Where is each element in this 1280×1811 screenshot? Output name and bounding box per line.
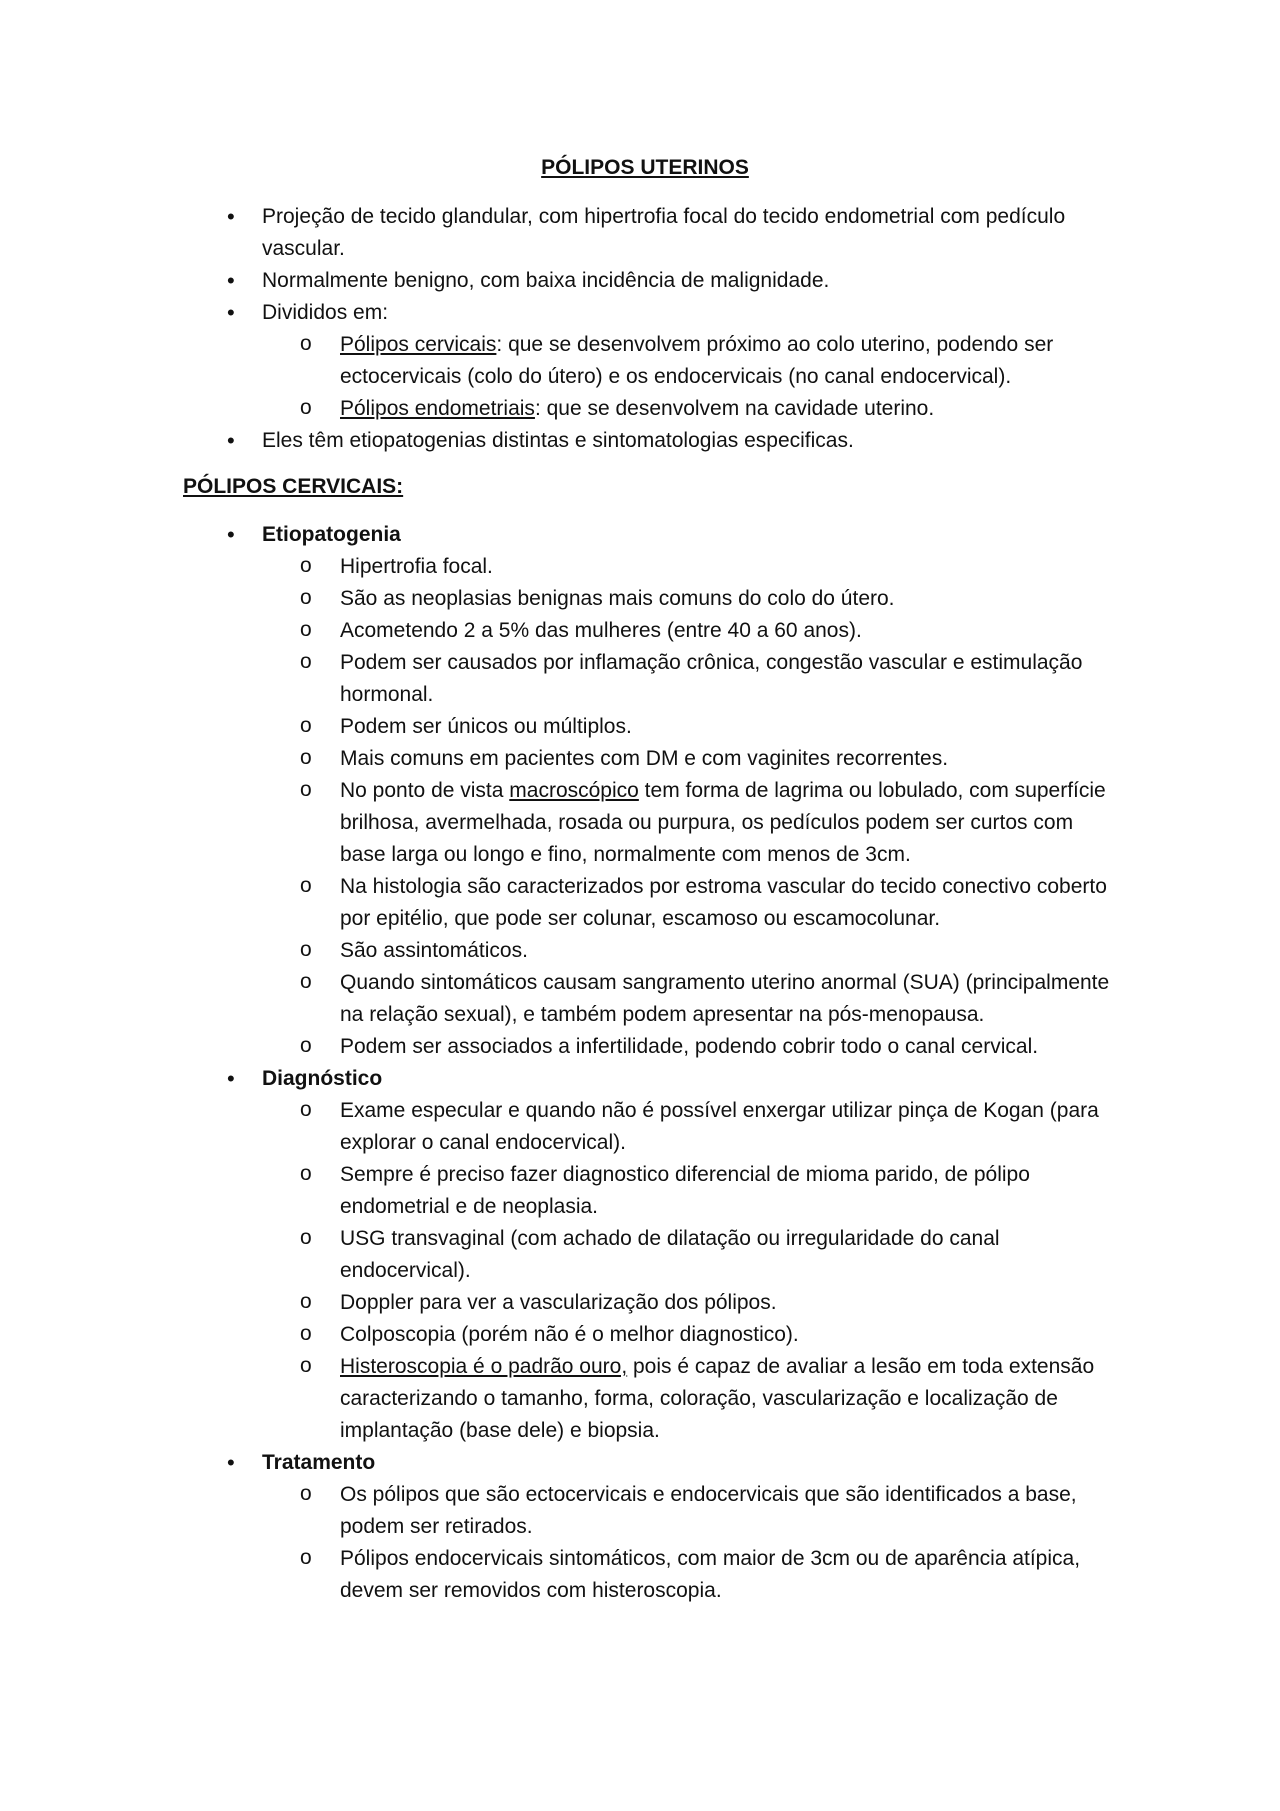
bullet-icon: • (227, 1066, 235, 1091)
term-polipos-cervicais: Pólipos cervicais (340, 333, 497, 356)
sub-bullet-icon: o (300, 938, 312, 961)
label-etiopatogenia: Etiopatogenia (262, 523, 401, 546)
sub-bullet-icon: o (300, 396, 312, 419)
sub-list-item: o Histeroscopia é o padrão ouro, pois é capaz de avaliar a lesão em toda extensão caracterizando o tamanho, forma, coloração, vascularização e localização de implantação (base dele) e biopsia. (0, 1351, 1280, 1447)
list-item: • Normalmente benigno, com baixa incidência de malignidade. (0, 265, 1280, 297)
sub-list-item: o Acometendo 2 a 5% das mulheres (entre 40 a 60 anos). (0, 615, 1280, 647)
sub-list-item: o Os pólipos que são ectocervicais e endocervicais que são identificados a base, podem ser retirados. (0, 1479, 1280, 1543)
sub-bullet-icon: o (300, 778, 312, 801)
bullet-icon: • (227, 268, 235, 293)
sub-bullet-icon: o (300, 874, 312, 897)
list-item: • Eles têm etiopatogenias distintas e sintomatologias especificas. (0, 425, 1280, 457)
sub-list-item: o USG transvaginal (com achado de dilatação ou irregularidade do canal endocervical). (0, 1223, 1280, 1287)
sub-list-item: o Mais comuns em pacientes com DM e com vaginites recorrentes. (0, 743, 1280, 775)
page-title: PÓLIPOS UTERINOS (541, 156, 749, 179)
term-macroscopico: macroscópico (509, 779, 639, 802)
term-histeroscopia: Histeroscopia é o padrão ouro, (340, 1355, 628, 1378)
bullet-icon: • (227, 1450, 235, 1475)
term-polipos-endometriais: Pólipos endometriais (340, 397, 535, 420)
sub-list-item: o Pólipos cervicais: que se desenvolvem próximo ao colo uterino, podendo ser ectocervicais (colo do útero) e os endocervicais (no canal endocervical). (0, 329, 1280, 393)
sub-bullet-icon: o (300, 1290, 312, 1313)
sub-bullet-icon: o (300, 1034, 312, 1057)
sub-list-item: o Pólipos endocervicais sintomáticos, com maior de 3cm ou de aparência atípica, devem ser removidos com histeroscopia. (0, 1543, 1280, 1607)
sub-list-item: o Sempre é preciso fazer diagnostico diferencial de mioma parido, de pólipo endometrial e de neoplasia. (0, 1159, 1280, 1223)
list-item: • Divididos em: (0, 297, 1280, 329)
list-item-etiopatogenia (0, 519, 1280, 551)
sub-bullet-icon: o (300, 650, 312, 673)
sub-list-item: o Podem ser causados por inflamação crônica, congestão vascular e estimulação hormonal. (0, 647, 1280, 711)
sub-list-item: o Colposcopia (porém não é o melhor diagnostico). (0, 1319, 1280, 1351)
sub-bullet-icon: o (300, 586, 312, 609)
label-tratamento: Tratamento (262, 1451, 376, 1474)
sub-bullet-icon: o (300, 970, 312, 993)
sub-list-item: o Quando sintomáticos causam sangramento uterino anormal (SUA) (principalmente na relação sexual), e também podem apresentar na pós-menopausa. (0, 967, 1280, 1031)
sub-bullet-icon: o (300, 1162, 312, 1185)
bullet-icon: • (227, 204, 235, 229)
sub-list-item: o Exame especular e quando não é possível enxergar utilizar pinça de Kogan (para explorar o canal endocervical). (0, 1095, 1280, 1159)
list-item-diagnostico (0, 1063, 1280, 1095)
sub-bullet-icon: o (300, 1226, 312, 1249)
sub-bullet-icon: o (300, 714, 312, 737)
sub-list-item: o São assintomáticos. (0, 935, 1280, 967)
sub-list-item: o Pólipos endometriais: que se desenvolvem na cavidade uterino. (0, 393, 1280, 425)
sub-list-item: o São as neoplasias benignas mais comuns do colo do útero. (0, 583, 1280, 615)
sub-list-item: o Podem ser únicos ou múltiplos. (0, 711, 1280, 743)
bullet-icon: • (227, 428, 235, 453)
section-heading: PÓLIPOS CERVICAIS: (183, 475, 404, 498)
label-diagnostico: Diagnóstico (262, 1067, 383, 1090)
sub-bullet-icon: o (300, 1354, 312, 1377)
sub-bullet-icon: o (300, 1546, 312, 1569)
sub-bullet-icon: o (300, 746, 312, 769)
bullet-icon: • (227, 300, 235, 325)
bullet-icon: • (227, 522, 235, 547)
cervical-polyps-list (0, 519, 1280, 1607)
sub-bullet-icon: o (300, 1482, 312, 1505)
sub-list-item: o No ponto de vista macroscópico tem forma de lagrima ou lobulado, com superfície brilhosa, avermelhada, rosada ou purpura, os pedículos podem ser curtos com base larga ou longo e fino, normalmente com menos de 3cm. (0, 775, 1280, 871)
sub-list-item: o Doppler para ver a vascularização dos pólipos. (0, 1287, 1280, 1319)
list-item-tratamento (0, 1447, 1280, 1479)
sub-list-item: o Na histologia são caracterizados por estroma vascular do tecido conectivo coberto por epitélio, que pode ser colunar, escamoso ou escamocolunar. (0, 871, 1280, 935)
sub-bullet-icon: o (300, 1322, 312, 1345)
sub-bullet-icon: o (300, 618, 312, 641)
sub-bullet-icon: o (300, 332, 312, 355)
sub-bullet-icon: o (300, 1098, 312, 1121)
list-item: • Projeção de tecido glandular, com hipertrofia focal do tecido endometrial com pedículo vascular. (0, 201, 1280, 265)
sub-list-item: o Podem ser associados a infertilidade, podendo cobrir todo o canal cervical. (0, 1031, 1280, 1063)
sub-list-item: o Hipertrofia focal. (0, 551, 1280, 583)
intro-list (0, 201, 1280, 457)
sub-bullet-icon: o (300, 554, 312, 577)
